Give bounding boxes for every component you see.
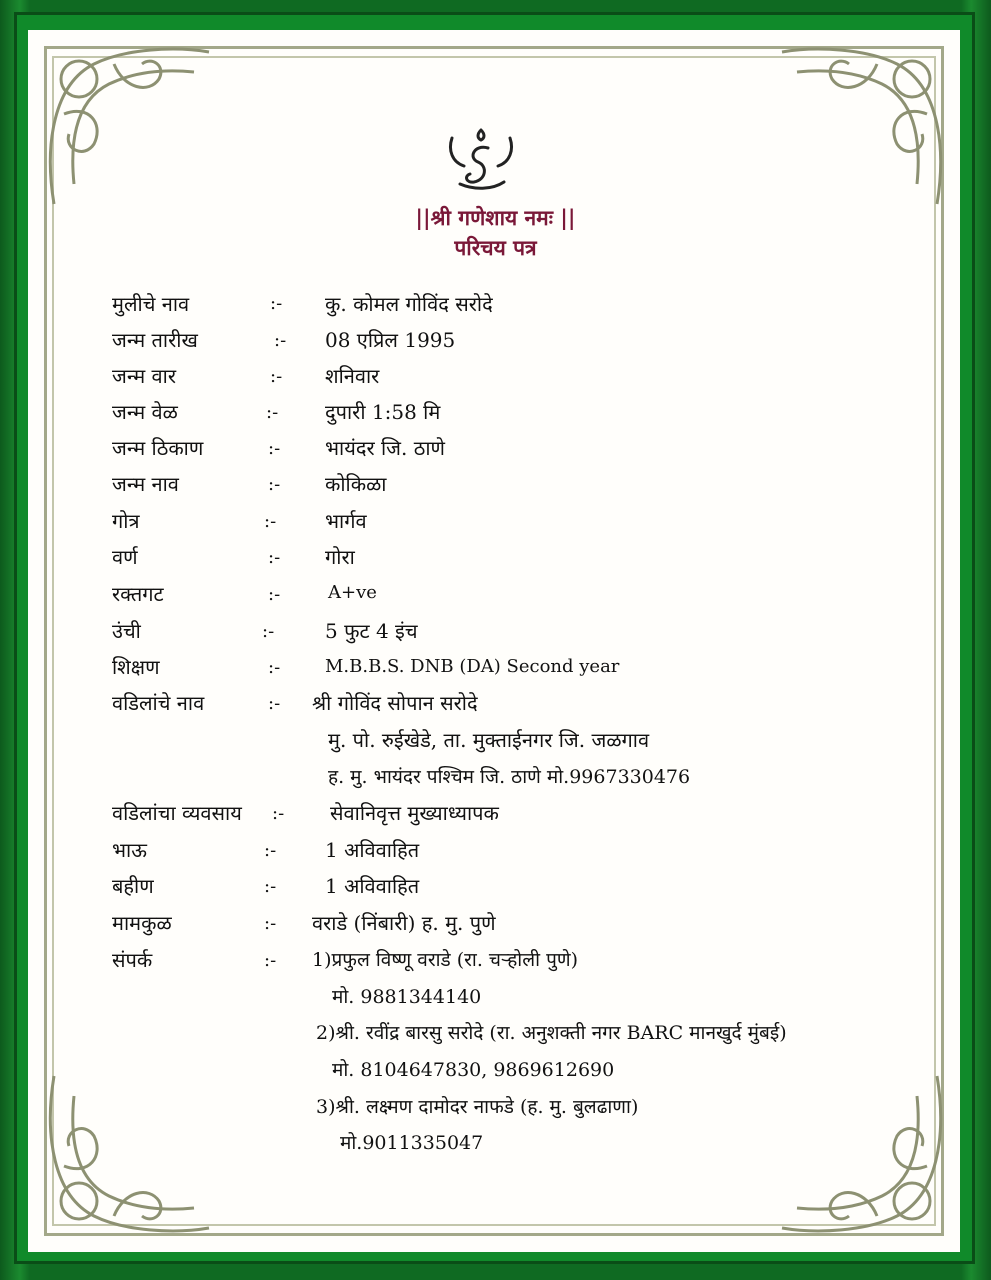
separator: :- [270, 293, 283, 314]
value-birth-date: 08 एप्रिल 1995 [325, 328, 456, 352]
separator: :- [274, 330, 287, 351]
contact-line: 3)श्री. लक्ष्मण दामोदर नाफडे (ह. मु. बुलढाणा) [316, 1096, 639, 1118]
contact-line: मो. 9881344140 [332, 986, 482, 1008]
value-father-name: श्री गोविंद सोपान सरोदे [312, 691, 478, 715]
value-father-occupation: सेवानिवृत्त मुख्याध्यापक [330, 801, 499, 825]
label-name: मुलीचे नाव [112, 292, 190, 316]
label-sister: बहीण [112, 874, 154, 898]
separator: :- [266, 402, 279, 423]
label-complexion: वर्ण [112, 545, 138, 569]
father-address-line: मु. पो. रुईखेडे, ता. मुक्ताईनगर जि. जळगाव [328, 728, 650, 752]
separator: :- [272, 803, 285, 824]
label-height: उंची [112, 619, 141, 643]
value-birth-place: भायंदर जि. ठाणे [325, 436, 445, 460]
value-name: कु. कोमल गोविंद सरोदे [325, 292, 493, 316]
separator: :- [268, 547, 281, 568]
label-birth-name: जन्म नाव [112, 472, 179, 496]
separator: :- [268, 657, 281, 678]
document-title: परिचय पत्र [454, 235, 537, 260]
value-birth-time: दुपारी 1:58 मि [325, 400, 441, 424]
separator: :- [270, 366, 283, 387]
invocation-heading: ||श्री गणेशाय नमः || [415, 205, 576, 230]
label-birth-date: जन्म तारीख [112, 328, 198, 352]
floral-corner-icon [767, 1056, 957, 1246]
value-contact-1: 1)प्रफुल विष्णू वराडे (रा. चऱ्होली पुणे) [312, 949, 579, 971]
separator: :- [264, 950, 277, 971]
value-complexion: गोरा [325, 545, 355, 569]
value-birth-day: शनिवार [325, 364, 380, 388]
value-maternal-family: वराडे (निंबारी) ह. मु. पुणे [312, 911, 496, 935]
label-birth-time: जन्म वेळ [112, 400, 178, 424]
value-gotra: भार्गव [325, 509, 367, 533]
separator: :- [264, 876, 277, 897]
value-education: M.B.B.S. DNB (DA) Second year [325, 656, 620, 677]
label-brother: भाऊ [112, 838, 147, 862]
label-father-name: वडिलांचे नाव [112, 691, 205, 715]
contact-line: 2)श्री. रवींद्र बारसु सरोदे (रा. अनुशक्ती नगर BARC मानखुर्द मुंबई) [316, 1022, 787, 1044]
label-education: शिक्षण [112, 655, 160, 679]
label-contact: संपर्क [112, 948, 153, 972]
separator: :- [264, 913, 277, 934]
value-height: 5 फुट 4 इंच [325, 619, 418, 643]
separator: :- [268, 693, 281, 714]
label-blood-group: रक्तगट [112, 582, 164, 606]
label-birth-day: जन्म वार [112, 364, 176, 388]
label-father-occupation: वडिलांचा व्यवसाय [112, 801, 242, 825]
value-sister: 1 अविवाहित [325, 874, 420, 898]
ganesha-icon [444, 124, 518, 194]
father-address-line: ह. मु. भायंदर पश्चिम जि. ठाणे मो.9967330476 [328, 766, 691, 788]
separator: :- [264, 840, 277, 861]
separator: :- [268, 474, 281, 495]
separator: :- [262, 621, 275, 642]
value-birth-name: कोकिळा [325, 472, 387, 496]
value-blood-group: A+ve [328, 582, 377, 603]
separator: :- [264, 511, 277, 532]
contact-line: मो.9011335047 [340, 1132, 484, 1154]
floral-corner-icon [34, 1056, 224, 1246]
label-maternal-family: मामकुळ [112, 911, 172, 935]
label-birth-place: जन्म ठिकाण [112, 436, 204, 460]
separator: :- [268, 438, 281, 459]
value-brother: 1 अविवाहित [325, 838, 420, 862]
floral-corner-icon [34, 34, 224, 224]
separator: :- [268, 584, 281, 605]
floral-corner-icon [767, 34, 957, 224]
label-gotra: गोत्र [112, 509, 140, 533]
contact-line: मो. 8104647830, 9869612690 [332, 1059, 615, 1081]
